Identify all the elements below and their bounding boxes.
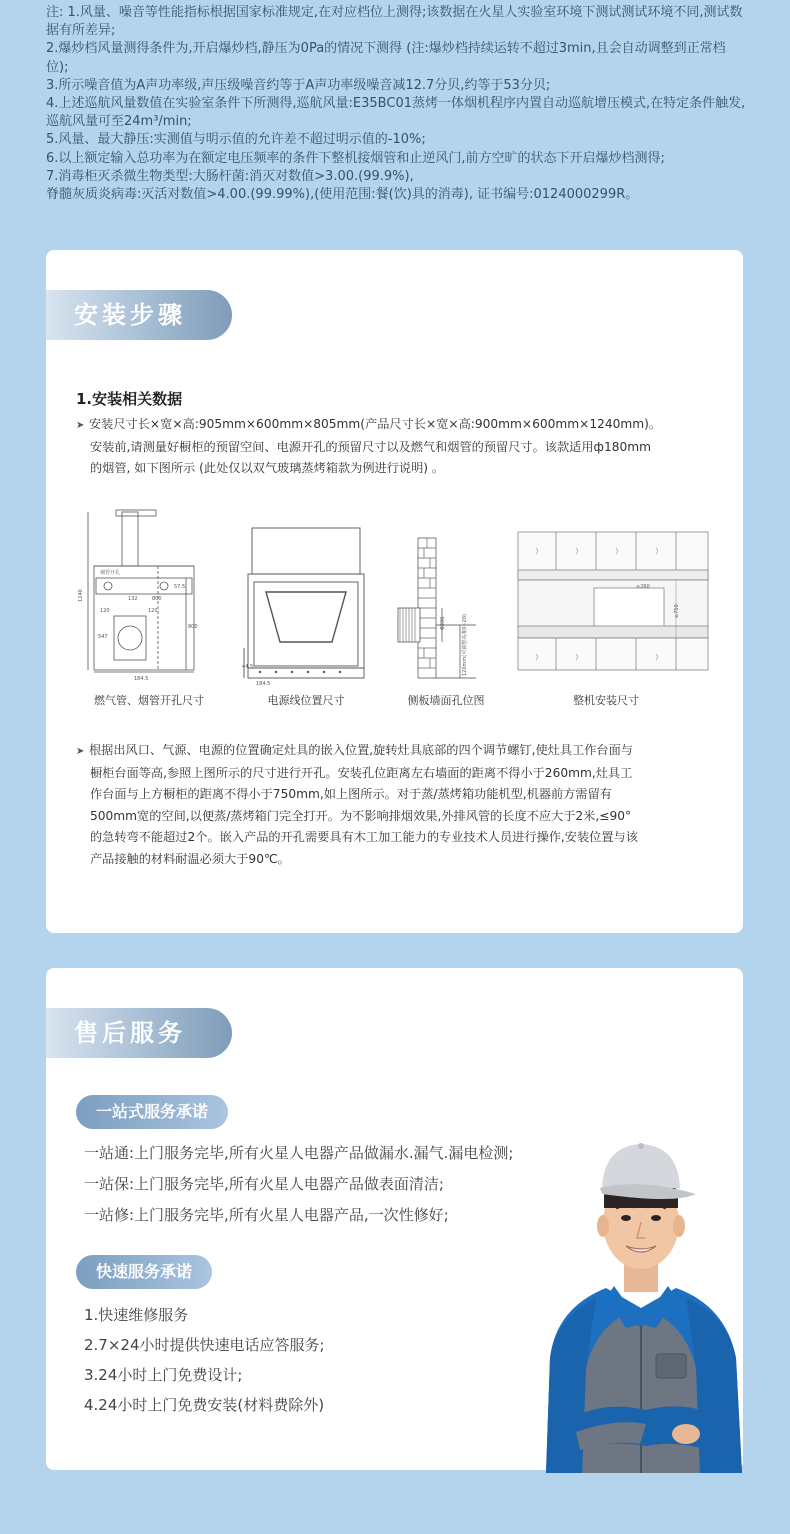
install-text-line: 安装前,请测量好橱柜的预留空间、电源开孔的预留尺寸以及燃气和烟管的预留尺寸。该款适用ф180mm xyxy=(90,439,651,454)
install-dimensions-text xyxy=(76,414,726,480)
dim-label: 800 xyxy=(188,624,198,630)
one-stop-item: 一站修:上门服务完毕,所有火星人电器产品,一次性修好; xyxy=(84,1206,449,1224)
note-line: 7.消毒柜灭杀微生物类型:大肠杆菌:消灭对数值>3.00.(99.9%), xyxy=(46,168,414,184)
power-line-diagram xyxy=(242,508,366,708)
dim-label: 800 xyxy=(152,596,162,602)
one-stop-item: 一站保:上门服务完毕,所有火星人电器产品做表面清洁; xyxy=(84,1175,444,1193)
gas-flue-hole-diagram xyxy=(74,508,224,708)
figure-caption: 侧板墙面孔位图 xyxy=(407,694,485,707)
install-procedure-text xyxy=(76,740,726,870)
install-section-title: 安装步骤 xyxy=(46,290,232,340)
service-card xyxy=(46,968,743,1470)
spec-notes xyxy=(46,4,746,204)
fast-service-item: 1.快速维修服务 xyxy=(84,1306,189,1324)
fast-service-item: 2.7×24小时提供快速电话应答服务; xyxy=(84,1336,325,1354)
dim-label: 120 xyxy=(148,608,158,614)
dim-label: 120 xyxy=(100,608,110,614)
install-text-line: 的烟管, 如下图所示 (此处仅以双气玻璃蒸烤箱款为例进行说明) 。 xyxy=(90,461,445,475)
install-text-line: 的急转弯不能超过2个。嵌入产品的开孔需要具有木工加工能力的专业技术人员进行操作,安装位置与该 xyxy=(90,830,638,844)
one-stop-item: 一站通:上门服务完毕,所有火星人电器产品做漏水.漏气.漏电检测; xyxy=(84,1144,514,1162)
dim-label: 57.5 xyxy=(174,584,186,590)
install-text-line: 橱柜台面等高,参照上图所示的尺寸进行开孔。安装孔位距离左右墙面的距离不得小于260mm,灶具工 xyxy=(90,765,633,780)
dim-label: 44.5 xyxy=(242,664,254,670)
figure-caption: 电源线位置尺寸 xyxy=(267,694,345,707)
dim-label: 184.5 xyxy=(256,681,271,687)
dim-label: ≥750 xyxy=(674,604,680,618)
fast-service-item: 4.24小时上门免费安装(材料费除外) xyxy=(84,1396,325,1414)
bullet-arrow-icon: ➤ xyxy=(76,420,85,431)
service-technician-image xyxy=(536,1128,746,1473)
install-text-line: 产品接触的材料耐温必须大于90℃。 xyxy=(90,851,290,866)
figure-caption: 整机安装尺寸 xyxy=(573,694,639,707)
bullet-arrow-icon: ➤ xyxy=(76,746,85,757)
install-text-line: 500mm宽的空间,以便蒸/蒸烤箱门完全打开。为不影响排烟效果,外排风管的长度不应大于2米,≤90° xyxy=(90,808,632,823)
note-line: 2.爆炒档风量测得条件为,开启爆炒档,静压为0Pa的情况下测得 (注:爆炒档持续运转不超过3min,且会自动调整到正常档位); xyxy=(46,41,726,75)
note-line: 脊髓灰质炎病毒:灭活对数值>4.00.(99.99%),(使用范围:餐(饮)具的消毒), 证书编号:0124000299R。 xyxy=(46,187,639,203)
dim-label: ≥260 xyxy=(636,584,650,590)
note-line: 5.风量、最大静压:实测值与明示值的允许差不超过明示值的-10%; xyxy=(46,132,426,148)
dim-label: 1240 xyxy=(78,589,84,602)
side-wall-hole-diagram xyxy=(386,508,506,708)
install-text-line: 作台面与上方橱柜的距离不得小于750mm,如上图所示。对于蒸/蒸烤箱功能机型,机器前方需留有 xyxy=(90,787,612,801)
whole-machine-install-diagram xyxy=(516,508,711,708)
note-line: 6.以上额定输入总功率为在额定电压频率的条件下整机接烟管和止逆风门,前方空旷的状态下开启爆炒档测得; xyxy=(46,150,665,166)
dim-label: 547 xyxy=(98,634,108,640)
note-line: 3.所示噪音值为A声功率级,声压级噪音约等于A声功率级噪音减12.7分贝,约等于53分贝; xyxy=(46,77,551,93)
service-section-title: 售后服务 xyxy=(46,1008,232,1058)
dim-label: 烟管开孔 xyxy=(100,570,121,576)
dim-label: Φ200 xyxy=(440,616,446,630)
dim-label: 132 xyxy=(128,596,138,602)
install-text-line: 安装尺寸长×宽×高:905mm×600mm×805mm(产品尺寸长×宽×高:900mm×600mm×1240mm)。 xyxy=(89,417,662,431)
one-stop-service-badge: 一站式服务承诺 xyxy=(76,1095,228,1129)
figure-caption: 燃气管、烟管开孔尺寸 xyxy=(94,694,204,707)
note-line: 4.上述巡航风量数值在实验室条件下所测得,巡航风量:E35BC01蒸烤一体烟机程序内置自动巡航增压模式,在特定条件触发,巡航风量可至24m³/min; xyxy=(46,96,746,130)
fast-service-badge: 快速服务承诺 xyxy=(76,1255,212,1289)
fast-service-item: 3.24小时上门免费设计; xyxy=(84,1366,243,1384)
dim-label: 120mm(可调整高度0~20) xyxy=(462,614,468,676)
install-subheading: 1.安装相关数据 xyxy=(76,390,183,408)
dim-label: 184.5 xyxy=(134,676,149,682)
note-line: 注: 1.风量、噪音等性能指标根据国家标准规定,在对应档位上测得;该数据在火星人实验室环境下测试测试环境不同,测试数据有所差异; xyxy=(46,5,743,39)
install-card xyxy=(46,250,743,933)
install-text-line: 根据出风口、气源、电源的位置确定灶具的嵌入位置,旋转灶具底部的四个调节螺钉,使灶具工作台面与 xyxy=(89,743,633,757)
